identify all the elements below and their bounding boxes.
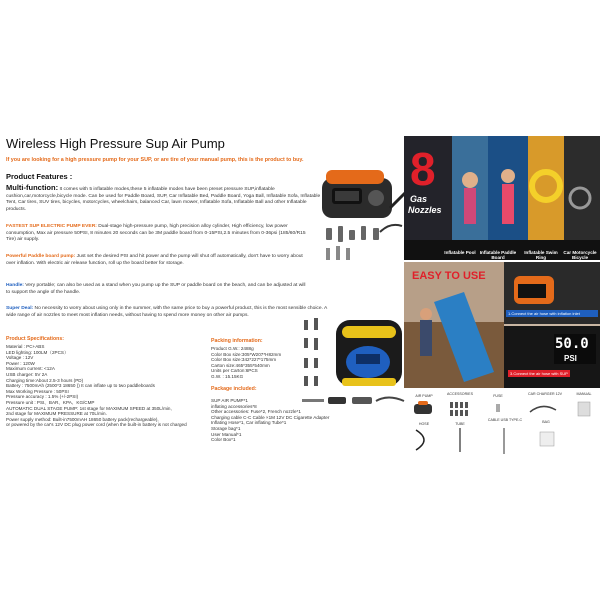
gas-banner-label: Inflatable Swim Ring — [524, 250, 558, 260]
spec-line: Material : PC+ABS — [6, 344, 45, 349]
spec-line: Power : 120W — [6, 360, 35, 366]
feature-super-deal — [6, 306, 336, 319]
spec-line: Max Working Pressure : 50PSI — [6, 388, 69, 394]
spec-line: Power supply method: Built-in7500mAH 18650 battery pack(rechargeable), — [6, 416, 159, 422]
package-line: SUP AIR PUMP*1 — [211, 398, 248, 403]
gas-nozzles-banner — [404, 136, 600, 260]
package-line: Other accessories: Fuse*2, French nozzle*1 — [211, 409, 301, 415]
specifications-heading: Product Specifications: — [6, 336, 64, 342]
hose-icon — [416, 430, 424, 450]
packing-line: Units per Carton:6PCS — [211, 368, 258, 374]
spec-line: AUTOMATIC DUAL STAGE PUMP: 1st stage for MAXIMUM SPEED at 350L/min, — [6, 405, 172, 411]
gas-banner-line2: Nozzles — [408, 205, 442, 215]
feature-text: Very portable; can also be used as a stand when you pump up the SUP or paddle board on the beach, and can be adjusted at will to support the angle of the handle. — [6, 283, 306, 295]
easy-banner-display-unit: PSI — [564, 354, 577, 363]
part-label: HOSE — [418, 422, 430, 426]
spec-line: Pressure accuracy : 1.5% (+/-2PSI) — [6, 394, 79, 400]
package-line: Charging cable C-C Cable ×1M 12V DC Cigarette Adapter — [211, 414, 330, 420]
package-line: inflating accessories*8 — [211, 403, 257, 409]
packing-line: Color Box size:342*227*175mm — [211, 357, 277, 363]
pump-product-image — [318, 166, 408, 266]
fuse-icon — [496, 404, 500, 412]
feature-multi-function — [6, 185, 326, 213]
feature-lead: Super Deal: — [6, 306, 34, 311]
packing-section — [211, 338, 321, 380]
features-heading: Product Features : — [6, 172, 73, 181]
packing-heading: Packing information: — [211, 338, 263, 344]
car-charger-icon — [530, 406, 556, 412]
gas-banner-label: Car Motorcycle Bicycle — [563, 250, 597, 260]
gas-banner-label: Inflatable Paddle Board — [479, 250, 517, 260]
parts-row-top-icons — [404, 398, 600, 420]
spec-line: Voltage : 12V — [6, 355, 34, 361]
spec-line: Pressure unit : PSI、BAR、KPA、KG/CMP — [6, 399, 95, 405]
feature-text: Just set the desired PSI and hit power and the pump will shut off automatically, don't have to worry about over inflation. With electric air release function, roll up the board better for storage. — [6, 254, 303, 266]
accessories-icon — [450, 402, 468, 416]
spec-line: LED lighting: 100LM（2PCS） — [6, 349, 69, 355]
page-title: Wireless High Pressure Sup Air Pump — [6, 136, 225, 151]
feature-lead: Powerful Paddle board pump: — [6, 254, 76, 259]
part-label: AIR PUMP — [415, 394, 433, 398]
packing-line: G.W. : 15.15KG — [211, 373, 244, 379]
spec-line: or powered by the car's 12V DC plug power cord (when the built-in battery is not charged — [6, 422, 187, 428]
bag-icon — [540, 432, 554, 446]
package-line: Storage bag*1 — [211, 425, 241, 431]
gas-banner-line1: Gas — [410, 194, 428, 204]
spec-line: Maximum current: <12A — [6, 366, 55, 372]
easy-banner-step1: 1.Connect the air hose with inflation inlet — [506, 310, 598, 317]
feature-text: It comes with 5 inflatable modes,these 5 inflatable modes have been preset pressure SUP,inflatable cushion,car,motorcycle,bicycle mode. Can be used for Paddle Board, SUP, Car Inflatable Bed, Paddle Board, Yoga Ball, Inflatable Sofa, Inflatable Tent, Car tires, SUV tires, bicycles, motorcycles, wheelchairs, balanced Car, lawn mower, Inflatable Sofa, Inflatable Ball and other Inflatable products. — [6, 187, 321, 212]
feature-fastest — [6, 224, 316, 244]
parts-grid — [404, 392, 600, 462]
parts-row-bottom-icons — [404, 426, 600, 456]
air-pump-icon — [414, 404, 432, 414]
part-label: TUBE — [455, 422, 465, 426]
feature-powerful — [6, 254, 306, 267]
gas-banner-number: 8 — [410, 143, 436, 195]
part-label: FUSE — [493, 394, 503, 398]
easy-to-use-banner — [404, 262, 600, 388]
easy-banner-step2: 3.Connect the air hose with SUP — [508, 370, 570, 377]
package-line: Inflating Hose*1, Car inflating Tube*1 — [211, 420, 287, 426]
manual-icon — [578, 402, 590, 416]
package-line: Color Box*1 — [211, 437, 236, 443]
packing-line: Color Box size:305*W207*H82mm — [211, 351, 282, 357]
feature-lead: Multi-function: — [6, 183, 59, 192]
easy-banner-display: 50.0 — [555, 336, 589, 352]
feature-text: No necessity to worry about using only in the summer, with the same price to buy a powerful product, this is the most sensible choice. A wide range of air nozzles to meet most inflation needs, without having to spend more money on other air pumps. — [6, 306, 328, 318]
accessories-strip — [300, 394, 406, 408]
part-label: CABLE USB TYPE-C — [487, 418, 523, 422]
packing-line: Carton size:465*355*540mm — [211, 362, 270, 368]
specifications-section — [6, 336, 216, 428]
tagline: If you are looking for a high pressure pump for your SUP, or are tire of your manual pump, this is the product to buy. — [6, 157, 304, 163]
easy-banner-title: EASY TO USE — [412, 270, 486, 282]
package-heading: Package included: — [211, 386, 257, 392]
part-label: CAR CHARGER 12V — [528, 392, 562, 396]
feature-lead: Handle: — [6, 283, 24, 288]
feature-text: Dual-stage high-pressure pump, high precision alloy cylinder, High efficiency, low power consumption, Max air pressure 50PSI, 8 minutes 20 seconds can be 3M paddle board from 0-15PSI,2.5 minutes from 0-36psi (185/60/R15 Tire) air supply. — [6, 224, 306, 243]
part-label: MANUAL — [576, 392, 592, 396]
package-line: User Manual*1 — [211, 431, 242, 437]
gas-banner-label: Inflatable Pool — [444, 250, 476, 255]
spec-line: USB charger: 5V 2A — [6, 371, 48, 377]
part-label: ACCESSORIES — [447, 392, 473, 396]
spec-line: 2nd stage for MAXIMUM PRESSURE at 70L/min. — [6, 411, 107, 417]
part-label: BAG — [542, 420, 550, 424]
packing-line: Product G.W.: 2488g — [211, 346, 254, 351]
spec-line: Charging time:About 2.5-3 hours (PD) — [6, 377, 84, 383]
spec-line: Battery : 7500mAh (2500*3 18650 )) It can inflate up to two paddleboards — [6, 383, 155, 389]
feature-lead: FASTEST SUP ELECTRIC PUMP EVER: — [6, 224, 97, 229]
feature-handle — [6, 283, 306, 296]
